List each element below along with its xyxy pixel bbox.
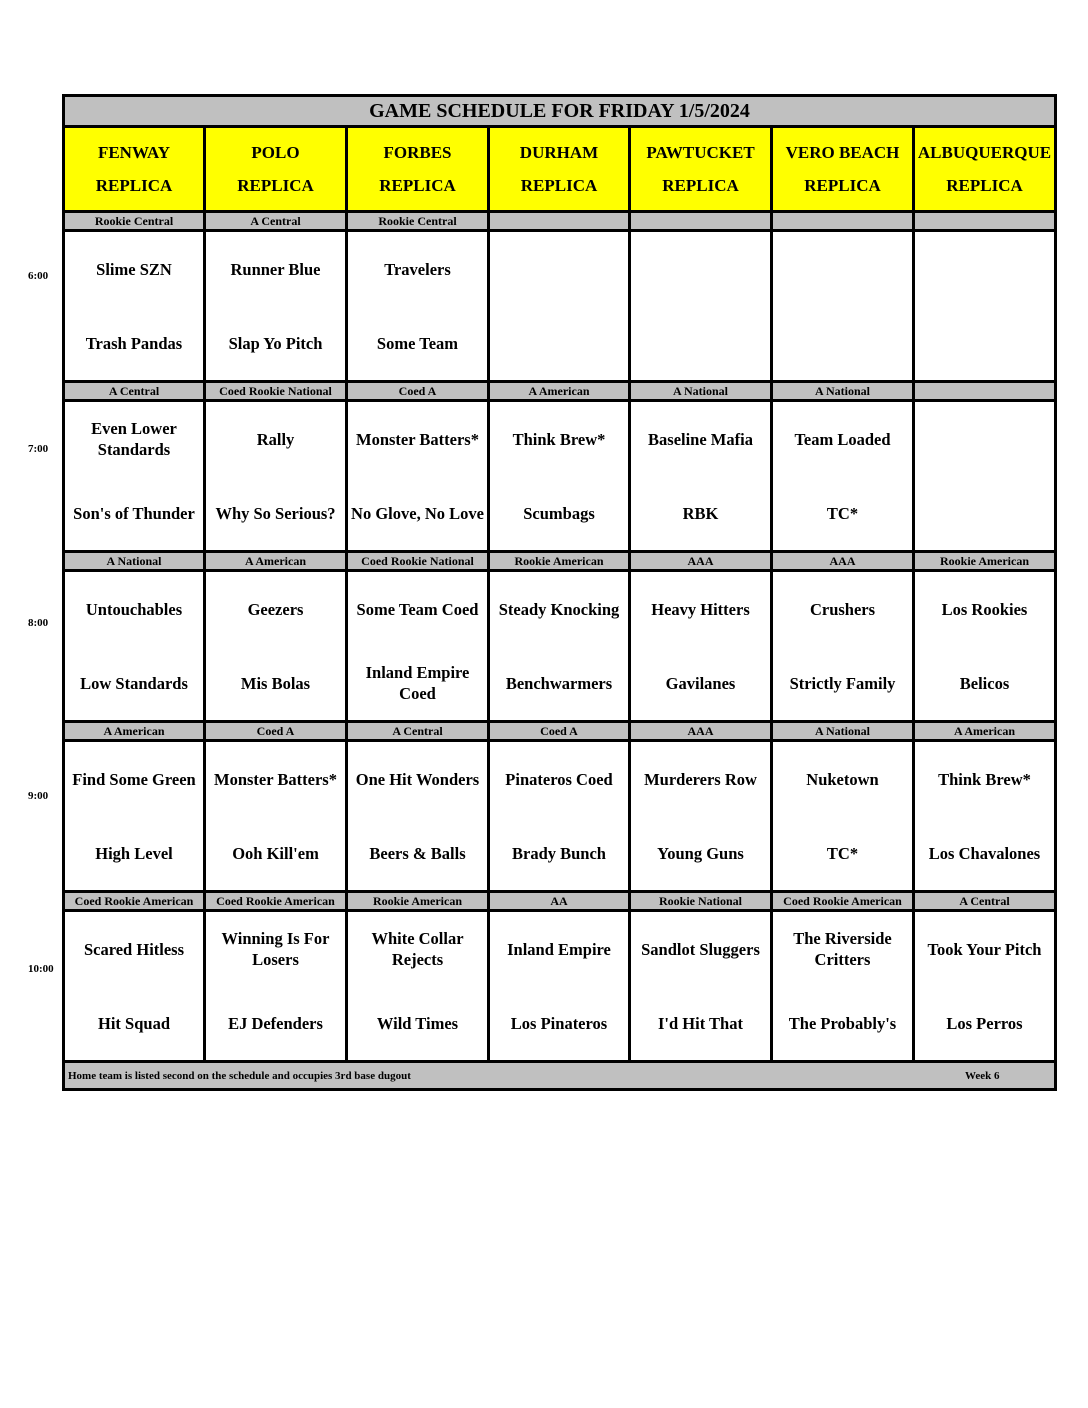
- game-cell: [489, 911, 630, 1062]
- field-name: PAWTUCKET: [646, 143, 755, 162]
- division-label: A American: [205, 552, 347, 571]
- away-team: Find Some Green: [72, 769, 196, 789]
- field-header: [489, 127, 630, 212]
- game-cell: [630, 571, 772, 722]
- away-team: Think Brew*: [938, 769, 1031, 789]
- game-cell: [205, 741, 347, 892]
- game-cell: [772, 231, 914, 382]
- division-label: AAA: [630, 552, 772, 571]
- home-team: Mis Bolas: [240, 673, 311, 693]
- division-label: [914, 212, 1056, 231]
- division-label: Coed Rookie American: [205, 892, 347, 911]
- title-row: [64, 96, 1056, 127]
- game-cell: [64, 741, 205, 892]
- game-cell: [914, 911, 1056, 1062]
- home-team: Trash Pandas: [85, 333, 183, 353]
- away-team: Nuketown: [806, 769, 879, 789]
- field-header: [347, 127, 489, 212]
- game-cell: [630, 741, 772, 892]
- game-cell: [205, 231, 347, 382]
- division-label: Coed A: [489, 722, 630, 741]
- away-team: Even Lower Standards: [91, 419, 177, 459]
- game-row: [64, 231, 1056, 382]
- away-team: [773, 232, 912, 306]
- away-team: Sandlot Sluggers: [641, 939, 760, 959]
- game-cell: [914, 571, 1056, 722]
- division-label: Rookie National: [630, 892, 772, 911]
- game-cell: [64, 401, 205, 552]
- division-label: AAA: [630, 722, 772, 741]
- away-team: Baseline Mafia: [648, 429, 753, 449]
- game-cell: [630, 231, 772, 382]
- division-label: Rookie Central: [64, 212, 205, 231]
- field-subtitle: REPLICA: [662, 176, 739, 195]
- game-cell: [205, 571, 347, 722]
- away-team: Think Brew*: [512, 429, 606, 449]
- away-team: Runner Blue: [230, 259, 321, 279]
- division-label: [772, 212, 914, 231]
- game-cell: [64, 571, 205, 722]
- division-label: Coed Rookie National: [347, 552, 489, 571]
- home-team-note: Home team is listed second on the schedule and occupies 3rd base dugout: [68, 1070, 411, 1082]
- away-team: Scared Hitless: [83, 939, 185, 959]
- division-row: [64, 212, 1056, 231]
- home-team: Ooh Kill'em: [232, 843, 319, 863]
- game-cell: [489, 231, 630, 382]
- game-cell: [914, 741, 1056, 892]
- home-team: Gavilanes: [665, 673, 736, 693]
- away-team: Geezers: [247, 599, 304, 619]
- division-label: Coed A: [347, 382, 489, 401]
- game-row: [64, 571, 1056, 722]
- footer-row: [64, 1062, 1056, 1090]
- game-cell: [772, 741, 914, 892]
- division-label: AA: [489, 892, 630, 911]
- schedule-table: [62, 94, 1057, 1091]
- home-team: TC*: [826, 503, 859, 523]
- field-header: [772, 127, 914, 212]
- away-team: Some Team Coed: [356, 599, 479, 619]
- home-team: Scumbags: [523, 503, 595, 523]
- game-cell: [347, 231, 489, 382]
- field-name: FENWAY: [97, 143, 171, 162]
- away-team: [915, 402, 1054, 476]
- division-label: Coed Rookie National: [205, 382, 347, 401]
- division-row: [64, 892, 1056, 911]
- home-team: [915, 476, 1054, 550]
- division-label: A National: [630, 382, 772, 401]
- home-team: Son's of Thunder: [73, 503, 195, 523]
- division-row: [64, 382, 1056, 401]
- away-team: Heavy Hitters: [651, 599, 750, 619]
- division-label: A National: [772, 382, 914, 401]
- away-team: Monster Batters*: [356, 429, 479, 449]
- division-label: Coed Rookie American: [772, 892, 914, 911]
- away-team: Murderers Row: [644, 769, 757, 789]
- home-team: [915, 306, 1054, 380]
- game-cell: [489, 741, 630, 892]
- division-row: [64, 722, 1056, 741]
- field-name: ALBUQUERQUE: [917, 143, 1052, 162]
- division-label: A American: [489, 382, 630, 401]
- time-label: 9:00: [28, 790, 49, 802]
- division-label: A National: [64, 552, 205, 571]
- game-cell: [772, 401, 914, 552]
- home-team: Beers & Balls: [369, 843, 466, 863]
- field-header-row: [64, 127, 1056, 212]
- away-team: [631, 232, 770, 306]
- field-subtitle: REPLICA: [804, 176, 881, 195]
- away-team: Winning Is For Losers: [221, 929, 330, 969]
- away-team: Inland Empire: [507, 939, 611, 959]
- field-subtitle: REPLICA: [946, 176, 1023, 195]
- game-cell: [489, 401, 630, 552]
- game-cell: [772, 571, 914, 722]
- home-team: Wild Times: [376, 1013, 459, 1033]
- footer: [64, 1062, 1056, 1090]
- home-team: Slap Yo Pitch: [228, 333, 323, 353]
- home-team: Strictly Family: [789, 673, 896, 693]
- game-cell: [630, 911, 772, 1062]
- game-cell: [347, 911, 489, 1062]
- game-cell: [64, 911, 205, 1062]
- time-label: 10:00: [28, 963, 54, 975]
- game-cell: [914, 401, 1056, 552]
- game-cell: [489, 571, 630, 722]
- home-team: Belicos: [959, 673, 1010, 693]
- time-label: 6:00: [28, 270, 49, 282]
- division-label: A American: [914, 722, 1056, 741]
- away-team: Steady Knocking: [498, 599, 620, 619]
- home-team: TC*: [826, 843, 859, 863]
- home-team: Some Team: [376, 333, 459, 353]
- division-label: [914, 382, 1056, 401]
- field-subtitle: REPLICA: [237, 176, 314, 195]
- division-label: [489, 212, 630, 231]
- week-label: Week 6: [965, 1070, 1000, 1082]
- away-team: The Riverside Critters: [793, 929, 892, 969]
- home-team: [490, 306, 628, 380]
- home-team: No Glove, No Love: [351, 503, 484, 523]
- home-team: [631, 306, 770, 380]
- home-team: Benchwarmers: [505, 673, 613, 693]
- division-label: A American: [64, 722, 205, 741]
- division-label: [630, 212, 772, 231]
- division-label: A Central: [205, 212, 347, 231]
- away-team: [915, 232, 1054, 306]
- away-team: Los Rookies: [941, 599, 1028, 619]
- away-team: Slime SZN: [96, 259, 172, 279]
- away-team: Travelers: [384, 259, 451, 279]
- division-label: Coed A: [205, 722, 347, 741]
- home-team: RBK: [682, 503, 719, 523]
- game-cell: [914, 231, 1056, 382]
- away-team: Team Loaded: [794, 429, 891, 449]
- away-team: Pinateros Coed: [505, 769, 613, 789]
- game-cell: [347, 571, 489, 722]
- home-team: EJ Defenders: [228, 1013, 323, 1033]
- home-team: Brady Bunch: [512, 843, 606, 863]
- field-name: VERO BEACH: [785, 143, 900, 162]
- game-cell: [64, 231, 205, 382]
- home-team: Young Guns: [657, 843, 744, 863]
- away-team: Untouchables: [85, 599, 183, 619]
- game-cell: [347, 401, 489, 552]
- time-label: 8:00: [28, 617, 49, 629]
- away-team: One Hit Wonders: [355, 769, 480, 789]
- division-row: [64, 552, 1056, 571]
- game-row: [64, 401, 1056, 552]
- field-header: [914, 127, 1056, 212]
- division-label: AAA: [772, 552, 914, 571]
- game-cell: [205, 401, 347, 552]
- game-cell: [347, 741, 489, 892]
- home-team: Los Perros: [946, 1013, 1023, 1033]
- field-header: [205, 127, 347, 212]
- division-label: Rookie Central: [347, 212, 489, 231]
- field-name: POLO: [251, 143, 300, 162]
- home-team: High Level: [95, 843, 173, 863]
- home-team: Los Pinateros: [510, 1013, 608, 1033]
- away-team: Rally: [256, 429, 295, 449]
- field-header: [630, 127, 772, 212]
- away-team: Took Your Pitch: [927, 939, 1042, 959]
- field-name: FORBES: [383, 143, 452, 162]
- home-team: Why So Serious?: [215, 503, 336, 523]
- division-label: A National: [772, 722, 914, 741]
- division-label: Rookie American: [914, 552, 1056, 571]
- division-label: A Central: [914, 892, 1056, 911]
- home-team: Hit Squad: [98, 1013, 170, 1033]
- game-cell: [772, 911, 914, 1062]
- field-name: DURHAM: [519, 143, 599, 162]
- schedule-title: GAME SCHEDULE FOR FRIDAY 1/5/2024: [64, 96, 1056, 127]
- away-team: [490, 232, 628, 306]
- field-subtitle: REPLICA: [520, 176, 598, 195]
- away-team: Crushers: [809, 599, 876, 619]
- home-team: Inland Empire Coed: [365, 663, 470, 703]
- field-subtitle: REPLICA: [95, 176, 173, 195]
- field-header: [64, 127, 205, 212]
- away-team: Monster Batters*: [214, 769, 337, 789]
- division-label: Rookie American: [347, 892, 489, 911]
- away-team: White Collar Rejects: [371, 929, 464, 969]
- game-cell: [205, 911, 347, 1062]
- home-team: The Probably's: [788, 1013, 897, 1033]
- game-row: [64, 911, 1056, 1062]
- division-label: A Central: [64, 382, 205, 401]
- game-cell: [630, 401, 772, 552]
- home-team: Los Chavalones: [928, 843, 1041, 863]
- home-team: Low Standards: [80, 673, 188, 693]
- division-label: A Central: [347, 722, 489, 741]
- division-label: Rookie American: [489, 552, 630, 571]
- division-label: Coed Rookie American: [64, 892, 205, 911]
- game-row: [64, 741, 1056, 892]
- time-label: 7:00: [28, 443, 49, 455]
- home-team: I'd Hit That: [658, 1013, 743, 1033]
- home-team: [773, 306, 912, 380]
- field-subtitle: REPLICA: [379, 176, 456, 195]
